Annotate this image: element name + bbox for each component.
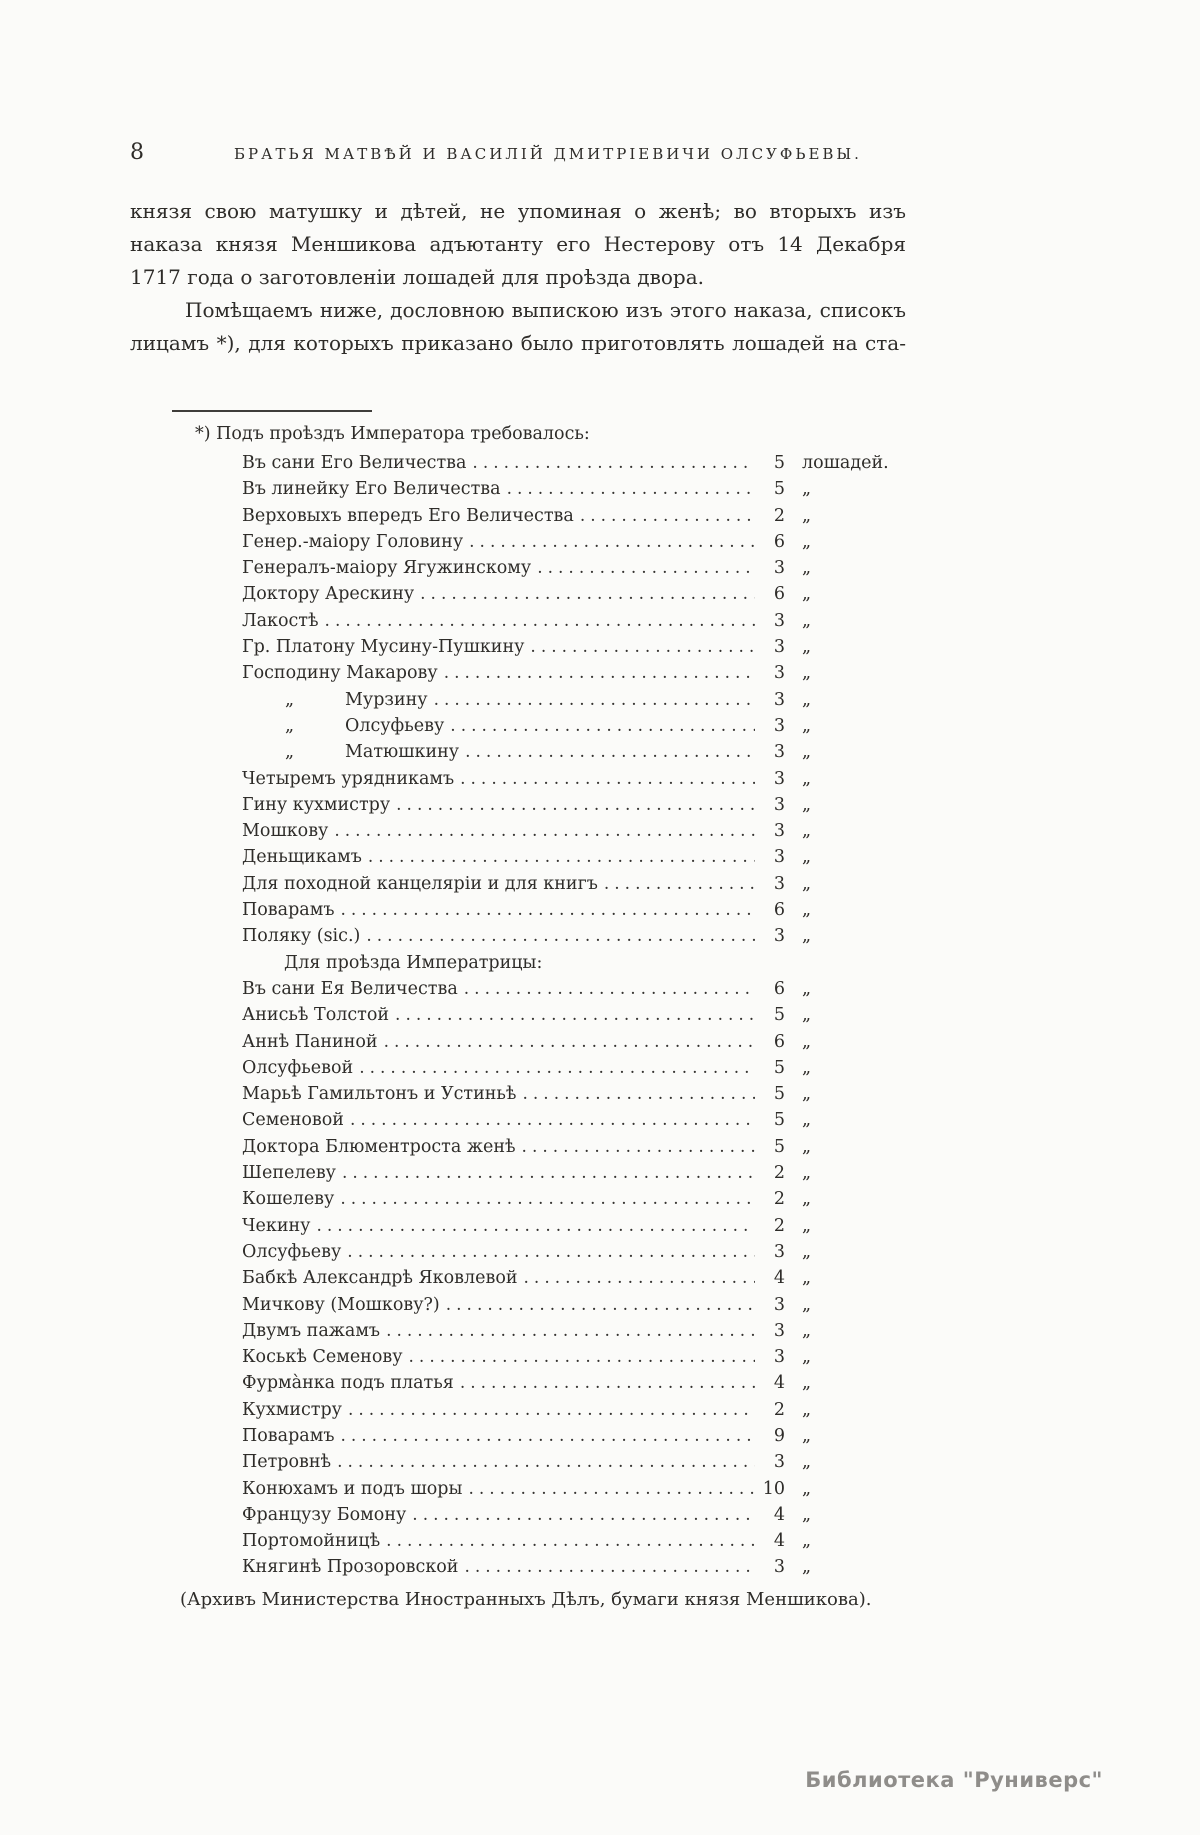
entry-unit: лошадей.: [802, 453, 889, 473]
entry-unit: „: [802, 479, 812, 500]
dot-leader: [348, 1397, 755, 1423]
page-header: [130, 140, 906, 165]
entry-name: Генер.-маіору Головину: [242, 531, 464, 552]
library-watermark: Библиотека "Руниверс": [805, 1768, 1103, 1792]
entry-value: 5: [773, 1057, 785, 1078]
dot-leader: [386, 1528, 755, 1554]
entry-name: Шепелеву: [242, 1163, 336, 1184]
entry-value: 5: [773, 453, 785, 473]
entry-name: Доктору Арескину: [242, 584, 415, 605]
footnote-entry: [242, 739, 892, 765]
entry-value: 2: [773, 1215, 785, 1236]
footnote-entry: [242, 818, 892, 844]
footnote-entry: [242, 1528, 892, 1554]
entry-value: 3: [773, 1347, 785, 1368]
footnote-entry: [242, 1002, 892, 1028]
entry-unit: „: [802, 1084, 812, 1105]
dot-leader: [412, 1502, 755, 1528]
footnote-entry: [242, 1107, 892, 1133]
entry-value: 3: [773, 794, 785, 815]
entry-name: Мурзину: [345, 689, 428, 710]
paragraph-line: наказа князя Меншикова адъютанту его Нестерову отъ 14 Декабря: [130, 232, 906, 256]
dot-leader: [460, 766, 755, 792]
entry-unit: „: [802, 978, 812, 999]
entry-value: 3: [773, 873, 785, 894]
footnote-entry: [242, 1213, 892, 1239]
entry-value: 3: [773, 637, 785, 658]
entry-name: Бабкѣ Александрѣ Яковлевой: [242, 1268, 518, 1289]
entry-unit: „: [802, 1057, 812, 1078]
dot-leader: [396, 792, 755, 818]
entry-unit: „: [802, 1320, 812, 1341]
dot-leader: [409, 1344, 755, 1370]
running-header: БРАТЬЯ МАТВѢЙ И ВАСИЛІЙ ДМИТРІЕВИЧИ ОЛСУФЬЕВЫ.: [234, 145, 862, 163]
entry-unit: „: [802, 1425, 812, 1446]
dot-leader: [522, 1134, 755, 1160]
entry-name: Двумъ пажамъ: [242, 1320, 381, 1341]
entry-unit: „: [802, 794, 812, 815]
entry-name: Верховыхъ впередъ Его Величества: [242, 505, 574, 526]
entry-unit: „: [802, 1557, 812, 1578]
entry-name: Княгинѣ Прозоровской: [242, 1557, 459, 1578]
entry-value: 3: [773, 847, 785, 868]
page-number: 8: [130, 140, 144, 165]
page-content: [130, 140, 906, 1610]
entry-unit: „: [802, 926, 812, 947]
entry-unit: „: [802, 742, 812, 763]
dot-leader: [334, 818, 755, 844]
entry-name: Поляку (sic.): [242, 926, 361, 947]
entry-value: 3: [773, 663, 785, 684]
footnote-entry: [242, 844, 892, 870]
footnote-entry: [242, 871, 892, 897]
entry-value: 4: [773, 1531, 785, 1552]
entry-unit: „: [802, 531, 812, 552]
dot-leader: [384, 1029, 755, 1055]
entry-unit: „: [802, 900, 812, 921]
entry-value: 5: [773, 1136, 785, 1157]
footnote-entry: [242, 608, 892, 634]
dot-leader: [472, 450, 755, 476]
entry-name: Олсуфьеву: [345, 715, 445, 736]
dot-leader: [444, 660, 755, 686]
footnote-entry: [242, 792, 892, 818]
entry-value: 3: [773, 610, 785, 631]
dot-leader: [366, 923, 755, 949]
dot-leader: [450, 713, 755, 739]
ditto-mark: „: [285, 715, 295, 736]
entry-value: 6: [773, 978, 785, 999]
entry-name: Поварамъ: [242, 900, 335, 921]
entry-name: Портомойницѣ: [242, 1531, 381, 1552]
footnote-entry: [242, 713, 892, 739]
entry-unit: „: [802, 1452, 812, 1473]
dot-leader: [395, 1002, 755, 1028]
entry-unit: „: [802, 1478, 812, 1499]
footnote-entry: [242, 1370, 892, 1396]
entry-value: 3: [773, 1320, 785, 1341]
entry-unit: „: [802, 1189, 812, 1210]
entry-name: Семеновой: [242, 1110, 344, 1131]
entry-value: 3: [773, 715, 785, 736]
entry-unit: „: [802, 1347, 812, 1368]
entry-unit: „: [802, 1031, 812, 1052]
footnote-entry: [242, 1318, 892, 1344]
entry-unit: „: [802, 1373, 812, 1394]
entry-name: Мичкову (Мошкову?): [242, 1294, 440, 1315]
entry-unit: „: [802, 1110, 812, 1131]
entry-value: 6: [773, 531, 785, 552]
entry-name: Матюшкину: [345, 742, 460, 763]
footnote-entry: [242, 1265, 892, 1291]
entry-name: Олсуфьевой: [242, 1057, 354, 1078]
entry-value: 6: [773, 584, 785, 605]
dot-leader: [420, 581, 755, 607]
dot-leader: [468, 1476, 755, 1502]
paragraph-line: 1717 года о заготовленіи лошадей для проѣзда двора.: [130, 265, 704, 289]
dot-leader: [337, 1449, 755, 1475]
dot-leader: [386, 1318, 755, 1344]
entry-value: 3: [773, 821, 785, 842]
footnote-entry: [242, 1134, 892, 1160]
entry-name: Деньщикамъ: [242, 847, 362, 868]
footnote-entry: [242, 1476, 892, 1502]
body-text: [130, 195, 906, 360]
footnote-entry: [242, 1160, 892, 1186]
entry-value: 3: [773, 1557, 785, 1578]
entry-unit: „: [802, 1136, 812, 1157]
dot-leader: [342, 1160, 755, 1186]
footnote-subheader: Для проѣзда Императрицы:: [284, 952, 543, 973]
footnote-entry: [242, 529, 892, 555]
dot-leader: [446, 1292, 755, 1318]
entry-name: Конюхамъ и подъ шоры: [242, 1478, 463, 1499]
dot-leader: [537, 555, 755, 581]
dot-leader: [507, 476, 755, 502]
entry-value: 10: [762, 1478, 785, 1499]
footnote-entry: [242, 923, 892, 949]
entry-name: Поварамъ: [242, 1425, 335, 1446]
entry-value: 3: [773, 689, 785, 710]
footnote-entry: [242, 1239, 892, 1265]
entry-name: Фурма̀нка подъ платья: [242, 1373, 454, 1394]
entry-unit: „: [802, 873, 812, 894]
entry-name: Мошкову: [242, 821, 329, 842]
dot-leader: [350, 1107, 755, 1133]
footnote-entry: [242, 1344, 892, 1370]
entry-unit: „: [802, 847, 812, 868]
footnote-entry: [242, 1554, 892, 1580]
ditto-mark: „: [285, 689, 295, 710]
entry-value: 4: [773, 1373, 785, 1394]
dot-leader: [465, 739, 755, 765]
dot-leader: [469, 529, 755, 555]
entry-value: 5: [773, 479, 785, 500]
dot-leader: [522, 1081, 755, 1107]
paragraph-line: лицамъ *), для которыхъ приказано было приготовлять лошадей на ста-: [130, 331, 906, 355]
dot-leader: [464, 1554, 755, 1580]
footnote-entry: [242, 476, 892, 502]
entry-value: 6: [773, 1031, 785, 1052]
entry-value: 3: [773, 926, 785, 947]
footnote-entry: [242, 1449, 892, 1475]
dot-leader: [340, 1186, 755, 1212]
entry-value: 5: [773, 1084, 785, 1105]
entry-value: 3: [773, 768, 785, 789]
entry-unit: „: [802, 1531, 812, 1552]
entry-unit: „: [802, 1163, 812, 1184]
dot-leader: [359, 1055, 755, 1081]
entry-name: Коськѣ Семенову: [242, 1347, 403, 1368]
footnote-entry: [242, 687, 892, 713]
entry-name: Въ сани Его Величества: [242, 453, 467, 473]
entry-value: 3: [773, 1452, 785, 1473]
entry-value: 2: [773, 1399, 785, 1420]
entry-value: 4: [773, 1268, 785, 1289]
footnote-entry: [242, 581, 892, 607]
entry-unit: „: [802, 1268, 812, 1289]
entry-unit: „: [802, 1241, 812, 1262]
footnote-list: [242, 450, 892, 1581]
footnote-entry: [242, 1397, 892, 1423]
dot-leader: [325, 608, 755, 634]
entry-value: 3: [773, 1241, 785, 1262]
footnote-separator: [172, 410, 372, 412]
entry-name: Французу Бомону: [242, 1504, 407, 1525]
entry-value: 3: [773, 1294, 785, 1315]
entry-value: 3: [773, 558, 785, 579]
ditto-mark: „: [285, 742, 295, 763]
paragraph-line: Помѣщаемъ ниже, дословною выпискою изъ этого наказа, списокъ: [185, 298, 906, 322]
footnote-entry: [242, 897, 892, 923]
dot-leader: [604, 871, 755, 897]
footnote-entry: [242, 450, 892, 476]
footnote-source: (Архивъ Министерства Иностранныхъ Дѣлъ, бумаги князя Меншикова).: [180, 1588, 872, 1610]
dot-leader: [316, 1213, 755, 1239]
entry-unit: „: [802, 1294, 812, 1315]
entry-name: Гину кухмистру: [242, 794, 391, 815]
entry-unit: „: [802, 1215, 812, 1236]
entry-unit: „: [802, 821, 812, 842]
entry-name: Въ линейку Его Величества: [242, 479, 501, 500]
entry-unit: „: [802, 505, 812, 526]
entry-value: 4: [773, 1504, 785, 1525]
entry-unit: „: [802, 1399, 812, 1420]
footnote-entry: [242, 555, 892, 581]
entry-name: Генералъ-маіору Ягужинскому: [242, 558, 532, 579]
dot-leader: [460, 1370, 755, 1396]
entry-name: Въ сани Ея Величества: [242, 978, 458, 999]
entry-value: 2: [773, 1163, 785, 1184]
dot-leader: [580, 503, 755, 529]
entry-value: 3: [773, 742, 785, 763]
dot-leader: [524, 1265, 755, 1291]
entry-name: Доктора Блюментроста женѣ: [242, 1136, 516, 1157]
footnote-entry: [242, 634, 892, 660]
dot-leader: [464, 976, 755, 1002]
entry-unit: „: [802, 584, 812, 605]
entry-unit: „: [802, 637, 812, 658]
entry-name: Лакостѣ: [242, 610, 319, 631]
entry-unit: „: [802, 1005, 812, 1026]
entry-name: Аннѣ Паниной: [242, 1031, 378, 1052]
footnote-entry: [242, 1186, 892, 1212]
paragraph-line: князя свою матушку и дѣтей, не упоминая о женѣ; во вторыхъ изъ: [130, 199, 906, 223]
dot-leader: [340, 1423, 755, 1449]
entry-value: 9: [773, 1425, 785, 1446]
entry-name: Анисьѣ Толстой: [242, 1005, 390, 1026]
entry-unit: „: [802, 1504, 812, 1525]
entry-name: Чекину: [242, 1215, 311, 1236]
dot-leader: [530, 634, 755, 660]
entry-value: 2: [773, 505, 785, 526]
entry-name: Гр. Платону Мусину-Пушкину: [242, 637, 525, 658]
dot-leader: [434, 687, 755, 713]
entry-name: Кошелеву: [242, 1189, 335, 1210]
footnote-entry: [242, 1055, 892, 1081]
entry-value: 2: [773, 1189, 785, 1210]
entry-unit: „: [802, 689, 812, 710]
entry-unit: „: [802, 715, 812, 736]
entry-name: Кухмистру: [242, 1399, 342, 1420]
footnote-header: *) Подъ проѣздъ Императора требовалось:: [195, 424, 590, 444]
entry-name: Петровнѣ: [242, 1452, 332, 1473]
entry-value: 6: [773, 900, 785, 921]
entry-name: Господину Макарову: [242, 663, 438, 684]
dot-leader: [340, 897, 755, 923]
entry-value: 5: [773, 1005, 785, 1026]
dot-leader: [368, 844, 755, 870]
footnote-entry: [242, 503, 892, 529]
entry-name: Для походной канцеляріи и для книгъ: [242, 873, 598, 894]
entry-unit: „: [802, 610, 812, 631]
footnote-entry: [242, 1029, 892, 1055]
footnote-entry: [242, 1502, 892, 1528]
entry-unit: „: [802, 558, 812, 579]
footnote-entry: [242, 1081, 892, 1107]
footnote-entry: [242, 976, 892, 1002]
entry-name: Четыремъ урядникамъ: [242, 768, 455, 789]
entry-value: 5: [773, 1110, 785, 1131]
footnote-entry: [242, 660, 892, 686]
entry-unit: „: [802, 768, 812, 789]
footnote-entry: [242, 766, 892, 792]
footnote-block: [130, 410, 906, 1610]
dot-leader: [347, 1239, 755, 1265]
entry-name: Марьѣ Гамильтонъ и Устиньѣ: [242, 1084, 517, 1105]
entry-unit: „: [802, 663, 812, 684]
footnote-entry: [242, 1423, 892, 1449]
footnote-entry: [242, 1292, 892, 1318]
entry-name: Олсуфьеву: [242, 1241, 342, 1262]
